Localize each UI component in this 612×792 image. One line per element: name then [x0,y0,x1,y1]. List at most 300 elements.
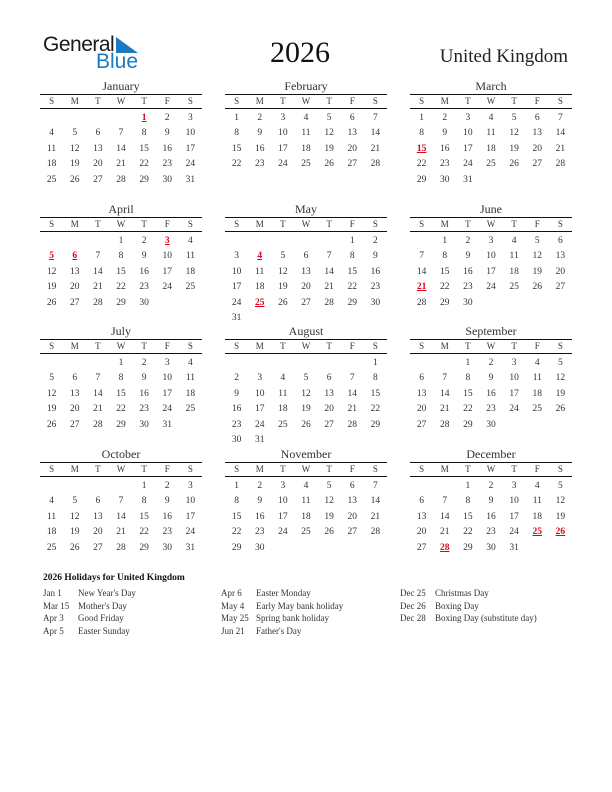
holiday-day-cell: 25 [254,297,265,308]
day-cell: 5 [511,113,517,123]
holiday-list-title: 2026 Holidays for United Kingdom [43,573,185,583]
weekday-label: M [440,219,449,229]
day-cell: 15 [231,143,242,154]
day-cell: 23 [231,419,242,430]
day-cell: 13 [301,266,311,277]
holiday-date: Jan 1 [43,588,62,598]
day-cell: 11 [509,251,519,262]
day-cell: 16 [139,388,149,399]
empty-cell [63,479,86,494]
weekday-header [410,95,572,109]
day-cell: 22 [231,527,242,538]
weekday-label: W [301,341,311,351]
weekday-label: F [534,96,540,106]
day-cell: 7 [442,373,448,384]
day-cell: 26 [324,527,334,538]
day-cell: 27 [532,159,543,170]
day-cell: 31 [185,542,196,553]
day-cell: 7 [373,481,378,491]
day-cell: 30 [162,174,173,185]
day-cell: 18 [185,388,196,399]
day-cell: 3 [188,113,193,123]
day-cell: 5 [280,251,286,262]
day-cell: 13 [69,388,80,399]
day-cell: 26 [46,297,57,308]
day-cell: 8 [465,496,471,507]
day-cell: 31 [254,434,265,445]
day-cell: 23 [162,527,173,538]
day-cell: 10 [509,496,519,507]
day-cell: 8 [234,128,239,139]
day-cell: 6 [349,481,355,491]
day-cell: 12 [46,388,57,399]
day-cell: 11 [46,511,57,522]
day-cell: 8 [442,251,448,262]
month-grid [40,217,202,311]
weekday-label: W [116,341,126,351]
day-cell: 16 [370,266,381,277]
month-september [410,324,572,433]
weekday-label: S [419,464,425,474]
weekday-label: T [280,219,286,229]
day-cell: 23 [139,404,149,415]
day-cell: 15 [370,388,381,399]
day-cell: 26 [46,419,57,430]
weekday-label: T [465,341,471,351]
empty-cell [433,356,456,371]
day-cell: 13 [347,128,358,139]
day-cell: 28 [324,297,334,308]
month-title: September [465,324,517,338]
day-cell: 12 [278,266,288,277]
weekday-label: M [440,96,449,106]
day-cell: 10 [254,388,265,399]
weekday-header [40,340,202,354]
holiday-column [43,587,136,637]
day-cell: 7 [558,113,563,123]
day-cell: 9 [373,251,378,262]
day-cell: 23 [463,282,473,293]
weekday-label: S [49,96,55,106]
day-cell: 24 [162,404,173,415]
day-cell: 25 [46,542,57,553]
weekday-label: F [349,341,355,351]
holiday-row [400,612,537,625]
day-cell: 17 [278,511,288,522]
weekday-label: F [349,219,355,229]
day-cell: 2 [488,481,494,491]
day-cell: 2 [164,113,170,123]
day-cell: 30 [231,434,242,445]
day-cell: 5 [72,496,78,507]
day-cell: 25 [185,404,196,415]
day-cell: 26 [532,282,543,293]
day-cell: 3 [280,481,286,491]
day-cell: 9 [257,496,263,507]
day-cell: 3 [280,113,286,123]
day-cell: 13 [347,496,358,507]
day-cell: 29 [116,297,126,308]
day-cell: 14 [93,388,103,399]
day-grid [225,479,387,556]
day-cell: 6 [95,496,101,507]
day-cell: 1 [373,358,378,368]
weekday-label: M [70,341,79,351]
day-cell: 20 [69,404,80,415]
holiday-day-cell: 15 [416,143,427,154]
day-cell: 24 [185,527,196,538]
empty-cell [63,111,86,126]
holiday-name: Spring bank holiday [256,613,329,623]
holiday-name: Easter Monday [256,588,311,598]
day-cell: 14 [116,143,126,154]
day-cell: 14 [116,511,126,522]
weekday-label: M [255,219,264,229]
weekday-label: T [326,341,332,351]
weekday-label: F [164,464,170,474]
holiday-name: Mother's Day [78,600,127,611]
day-cell: 27 [347,527,358,538]
day-grid [40,356,202,433]
logo-text-general: General [43,33,115,56]
month-grid [410,94,572,188]
month-march [410,79,572,188]
day-cell: 10 [463,128,473,139]
empty-cell [40,356,63,371]
day-cell: 16 [254,511,265,522]
weekday-header [40,463,202,477]
day-cell: 29 [463,419,473,430]
day-cell: 20 [416,527,427,538]
day-cell: 31 [509,542,519,553]
day-cell: 8 [234,496,239,507]
weekday-label: T [465,96,471,106]
day-cell: 27 [416,542,427,553]
day-cell: 24 [254,419,265,430]
day-cell: 26 [278,297,288,308]
day-cell: 23 [139,282,149,293]
day-cell: 22 [463,404,473,415]
day-cell: 23 [486,527,496,538]
month-grid [410,339,572,433]
day-cell: 14 [324,266,334,277]
day-cell: 1 [234,481,239,491]
holiday-day-cell: 25 [532,527,543,538]
day-cell: 19 [532,266,543,277]
empty-cell [433,479,456,494]
weekday-label: T [141,341,147,351]
month-august [225,324,387,448]
day-cell: 10 [231,266,242,277]
empty-cell [271,356,294,371]
day-cell: 6 [95,128,101,139]
day-cell: 7 [95,373,101,384]
holiday-date: May 4 [221,600,245,611]
day-cell: 26 [301,419,311,430]
month-title: July [110,324,131,338]
holiday-row [43,600,136,613]
logo-text-blue: Blue [96,50,139,73]
holiday-row [43,625,136,638]
holiday-name: Christmas Day [435,588,489,598]
day-cell: 15 [439,266,450,277]
day-grid [225,111,387,173]
weekday-label: S [372,464,378,474]
day-cell: 4 [511,236,517,246]
day-cell: 24 [278,527,288,538]
day-cell: 28 [116,542,126,553]
day-cell: 19 [555,388,566,399]
day-cell: 12 [46,266,57,277]
day-cell: 21 [93,282,103,293]
day-cell: 11 [301,496,311,507]
weekday-label: T [141,219,147,229]
holiday-name: Early May bank holiday [256,600,344,611]
day-cell: 25 [46,174,57,185]
weekday-label: F [349,96,355,106]
day-cell: 13 [532,128,543,139]
day-cell: 17 [185,143,196,154]
day-cell: 20 [532,143,543,154]
holiday-date: Apr 3 [43,613,64,623]
weekday-label: S [187,341,193,351]
day-cell: 7 [442,496,448,507]
day-cell: 3 [488,236,494,246]
holiday-row [221,625,343,638]
day-cell: 9 [488,496,494,507]
day-cell: 22 [439,282,450,293]
weekday-label: S [187,464,193,474]
weekday-label: M [70,219,79,229]
holiday-day-cell: 3 [164,236,170,246]
weekday-header [410,463,572,477]
day-cell: 9 [164,496,170,507]
month-grid [225,339,387,448]
weekday-label: M [255,96,264,106]
month-january [40,79,202,188]
empty-cell [225,234,248,249]
holiday-name: Good Friday [78,613,124,623]
month-title: April [108,202,134,216]
month-grid [40,462,202,556]
weekday-label: S [372,96,378,106]
day-cell: 1 [465,358,471,368]
day-cell: 25 [185,282,196,293]
day-cell: 11 [532,373,542,384]
weekday-label: W [116,464,126,474]
day-cell: 30 [463,297,473,308]
day-cell: 2 [373,236,378,246]
day-cell: 14 [439,511,450,522]
holiday-name: Boxing Day [435,600,479,611]
day-cell: 29 [463,542,473,553]
day-cell: 7 [419,251,424,262]
day-cell: 21 [324,282,334,293]
day-cell: 20 [324,404,334,415]
day-cell: 4 [49,496,54,507]
day-cell: 30 [139,419,149,430]
day-cell: 18 [301,511,311,522]
weekday-header [225,463,387,477]
day-cell: 22 [116,404,126,415]
day-cell: 31 [463,174,473,185]
holiday-list [43,573,583,636]
weekday-label: W [486,341,496,351]
weekday-label: F [164,341,170,351]
day-cell: 28 [555,159,566,170]
day-cell: 2 [257,113,263,123]
empty-cell [341,356,364,371]
day-cell: 2 [465,236,471,246]
day-cell: 2 [141,236,147,246]
day-cell: 22 [416,159,427,170]
weekday-label: S [49,464,55,474]
weekday-label: T [141,96,147,106]
day-cell: 15 [116,266,126,277]
month-title: March [475,79,507,93]
empty-cell [225,356,248,371]
day-cell: 18 [486,143,496,154]
day-cell: 26 [69,542,80,553]
weekday-label: W [301,464,311,474]
day-cell: 25 [509,282,519,293]
day-cell: 23 [370,282,381,293]
day-cell: 12 [324,128,334,139]
day-cell: 28 [439,419,450,430]
month-april [40,202,202,311]
day-cell: 14 [370,496,381,507]
day-cell: 28 [116,174,126,185]
weekday-header [225,218,387,232]
month-title: August [288,324,324,338]
day-cell: 29 [370,419,381,430]
month-title: October [101,447,141,461]
weekday-label: S [234,464,240,474]
day-cell: 3 [257,373,263,384]
day-grid [40,111,202,188]
weekday-label: T [326,219,332,229]
weekday-label: M [70,464,79,474]
day-cell: 22 [139,159,149,170]
day-cell: 11 [255,266,265,277]
month-grid [410,217,572,311]
day-cell: 20 [347,511,358,522]
holiday-row [43,587,136,600]
day-cell: 5 [49,373,54,384]
day-cell: 11 [185,373,195,384]
month-title: November [280,447,332,461]
day-cell: 12 [509,128,519,139]
day-cell: 30 [162,542,173,553]
weekday-header [225,340,387,354]
day-cell: 30 [254,542,265,553]
day-cell: 10 [278,128,288,139]
day-cell: 6 [303,251,309,262]
day-cell: 14 [370,128,381,139]
day-cell: 30 [370,297,381,308]
weekday-label: W [301,96,311,106]
day-cell: 28 [93,297,103,308]
holiday-name: New Year's Day [78,588,136,598]
day-cell: 10 [162,251,173,262]
day-cell: 17 [486,266,496,277]
weekday-label: T [511,219,517,229]
day-cell: 28 [370,527,381,538]
day-cell: 24 [509,404,519,415]
empty-cell [410,356,433,371]
day-cell: 30 [486,419,496,430]
day-cell: 1 [234,113,239,123]
weekday-label: M [440,464,449,474]
day-cell: 13 [416,511,427,522]
day-cell: 11 [46,143,57,154]
day-cell: 27 [324,419,334,430]
month-grid [225,462,387,556]
day-cell: 9 [442,128,448,139]
month-july [40,324,202,433]
empty-cell [86,234,109,249]
weekday-label: T [280,464,286,474]
empty-cell [40,479,63,494]
day-cell: 5 [303,373,309,384]
day-cell: 24 [278,159,288,170]
month-may [225,202,387,326]
day-cell: 24 [162,282,173,293]
day-cell: 25 [278,419,288,430]
month-june [410,202,572,311]
weekday-header [410,340,572,354]
day-cell: 18 [278,404,288,415]
day-cell: 16 [231,404,242,415]
weekday-label: S [372,219,378,229]
day-cell: 7 [349,373,355,384]
weekday-label: F [534,219,540,229]
weekday-label: T [95,464,101,474]
day-cell: 6 [326,373,332,384]
day-cell: 4 [49,128,54,139]
day-cell: 8 [141,128,147,139]
day-cell: 17 [278,143,288,154]
holiday-date: May 25 [221,613,249,623]
day-cell: 20 [93,527,103,538]
day-cell: 20 [301,282,311,293]
weekday-label: S [187,96,193,106]
holiday-column [221,587,343,637]
day-cell: 1 [118,236,124,246]
day-cell: 23 [439,159,450,170]
holiday-day-cell: 1 [141,113,147,123]
weekday-label: T [280,96,286,106]
day-cell: 8 [349,251,355,262]
day-cell: 13 [93,511,103,522]
day-cell: 14 [347,388,358,399]
day-cell: 19 [69,159,80,170]
day-cell: 19 [301,404,311,415]
day-cell: 19 [324,143,334,154]
weekday-label: S [372,341,378,351]
holiday-day-cell: 5 [49,251,54,262]
day-cell: 20 [93,159,103,170]
day-cell: 10 [185,128,196,139]
day-cell: 27 [93,174,103,185]
weekday-label: S [419,341,425,351]
weekday-label: T [95,96,101,106]
weekday-label: T [326,96,332,106]
day-cell: 4 [303,481,309,491]
day-cell: 17 [231,282,242,293]
empty-cell [86,356,109,371]
weekday-header [225,95,387,109]
